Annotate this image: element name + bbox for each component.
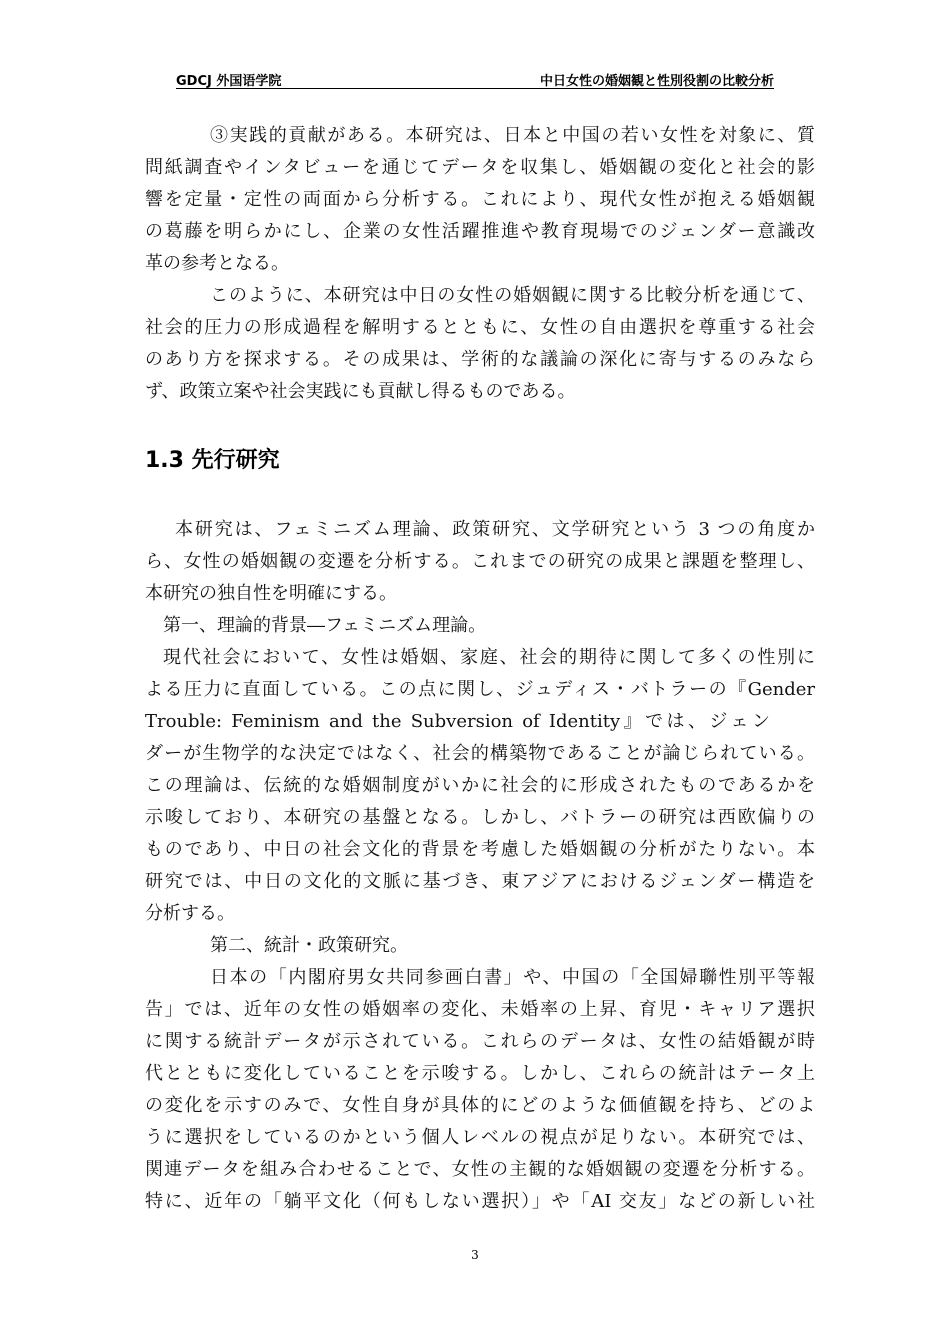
text-line: のあり方を探求する。その成果は、学術的な議論の深化に寄与するのみなら xyxy=(145,349,815,370)
text-line: 本研究は、フェミニズム理論、政策研究、文学研究という 3 つの角度か xyxy=(175,519,815,540)
text-line: この理論は、伝統的な婚姻制度がいかに社会的に形成されたものであるかを xyxy=(145,775,815,796)
text-line: 革の参考となる。 xyxy=(145,253,289,274)
section-heading: 1.3 先行研究 xyxy=(145,448,280,473)
text-line: 本研究の独自性を明確にする。 xyxy=(145,583,397,604)
text-line: 告」では、近年の女性の婚姻率の変化、未婚率の上昇、育児・キャリア選択 xyxy=(145,999,815,1020)
paragraph-overview xyxy=(145,514,815,610)
paragraph-practical-contribution xyxy=(145,120,815,280)
text-line: 示唆しており、本研究の基盤となる。しかし、バトラーの研究は西欧偏りの xyxy=(145,807,815,828)
text-line: 分析する。 xyxy=(145,903,235,924)
text-line: 社会的圧力の形成過程を解明するとともに、女性の自由選択を尊重する社会 xyxy=(145,317,815,338)
text-line: の変化を示すのみで、女性自身が具体的にどのような価値観を持ち、どのよ xyxy=(145,1095,815,1116)
text-line: 現代社会において、女性は婚姻、家庭、社会的期待に関して多くの性別に xyxy=(163,647,815,668)
subsection-label-second: 第二、統計・政策研究。 xyxy=(210,935,408,956)
page-number: 3 xyxy=(471,1248,479,1262)
text-line: ものであり、中日の社会文化的背景を考慮した婚姻観の分析がたりない。本 xyxy=(145,839,815,860)
text-line: 代とともに変化していることを示唆する。しかし、これらの統計はテータ上 xyxy=(145,1063,815,1084)
header-rule xyxy=(176,88,774,89)
text-line: ら、女性の婚姻観の変遷を分析する。これまでの研究の成果と課題を整理し、 xyxy=(145,551,815,572)
text-line: 日本の「内閣府男女共同参画白書」や、中国の「全国婦聯性別平等報 xyxy=(210,967,815,988)
header-institution: GDCJ 外国语学院 xyxy=(176,74,282,89)
body-text xyxy=(145,120,815,1218)
subsection-label-first: 第一、理論的背景―フェミニズム理論。 xyxy=(163,615,487,636)
text-line: ③実践的貢献がある。本研究は、日本と中国の若い女性を対象に、質 xyxy=(210,125,815,146)
text-line: 響を定量・定性の両面から分析する。これにより、現代女性が抱える婚姻観 xyxy=(145,189,815,210)
text-line: Trouble: Feminism and the Subversion of Identity』では、ジェン xyxy=(145,711,770,732)
paragraph-summary xyxy=(145,280,815,408)
paragraph-statistics-policy xyxy=(145,962,815,1218)
paragraph-feminist-theory xyxy=(145,642,815,930)
text-line: ダーが生物学的な決定ではなく、社会的構築物であることが論じられている。 xyxy=(145,743,815,764)
text-line: 関連データを組み合わせることで、女性の主観的な婚姻観の変遷を分析する。 xyxy=(145,1159,815,1180)
text-line: 特に、近年の「躺平文化（何もしない選択）」や「AI 交友」などの新しい社 xyxy=(145,1191,815,1212)
text-line: 問紙調査やインタビューを通じてデータを収集し、婚姻観の変化と社会的影 xyxy=(145,157,815,178)
text-line: うに選択をしているのかという個人レベルの視点が足りない。本研究では、 xyxy=(145,1127,815,1148)
text-line: ず、政策立案や社会実践にも貢献し得るものである。 xyxy=(145,381,576,402)
text-line: に関する統計データが示されている。これらのデータは、女性の結婚観が時 xyxy=(145,1031,815,1052)
text-line: よる圧力に直面している。この点に関し、ジュディス・バトラーの『Gender xyxy=(145,679,815,700)
header-title: 中日女性の婚姻観と性別役割の比較分析 xyxy=(539,74,774,89)
text-line: このように、本研究は中日の女性の婚姻観に関する比較分析を通じて、 xyxy=(210,285,815,306)
text-line: の葛藤を明らかにし、企業の女性活躍推進や教育現場でのジェンダー意識改 xyxy=(145,221,815,242)
text-line: 研究では、中日の文化的文脈に基づき、東アジアにおけるジェンダー構造を xyxy=(145,871,815,892)
